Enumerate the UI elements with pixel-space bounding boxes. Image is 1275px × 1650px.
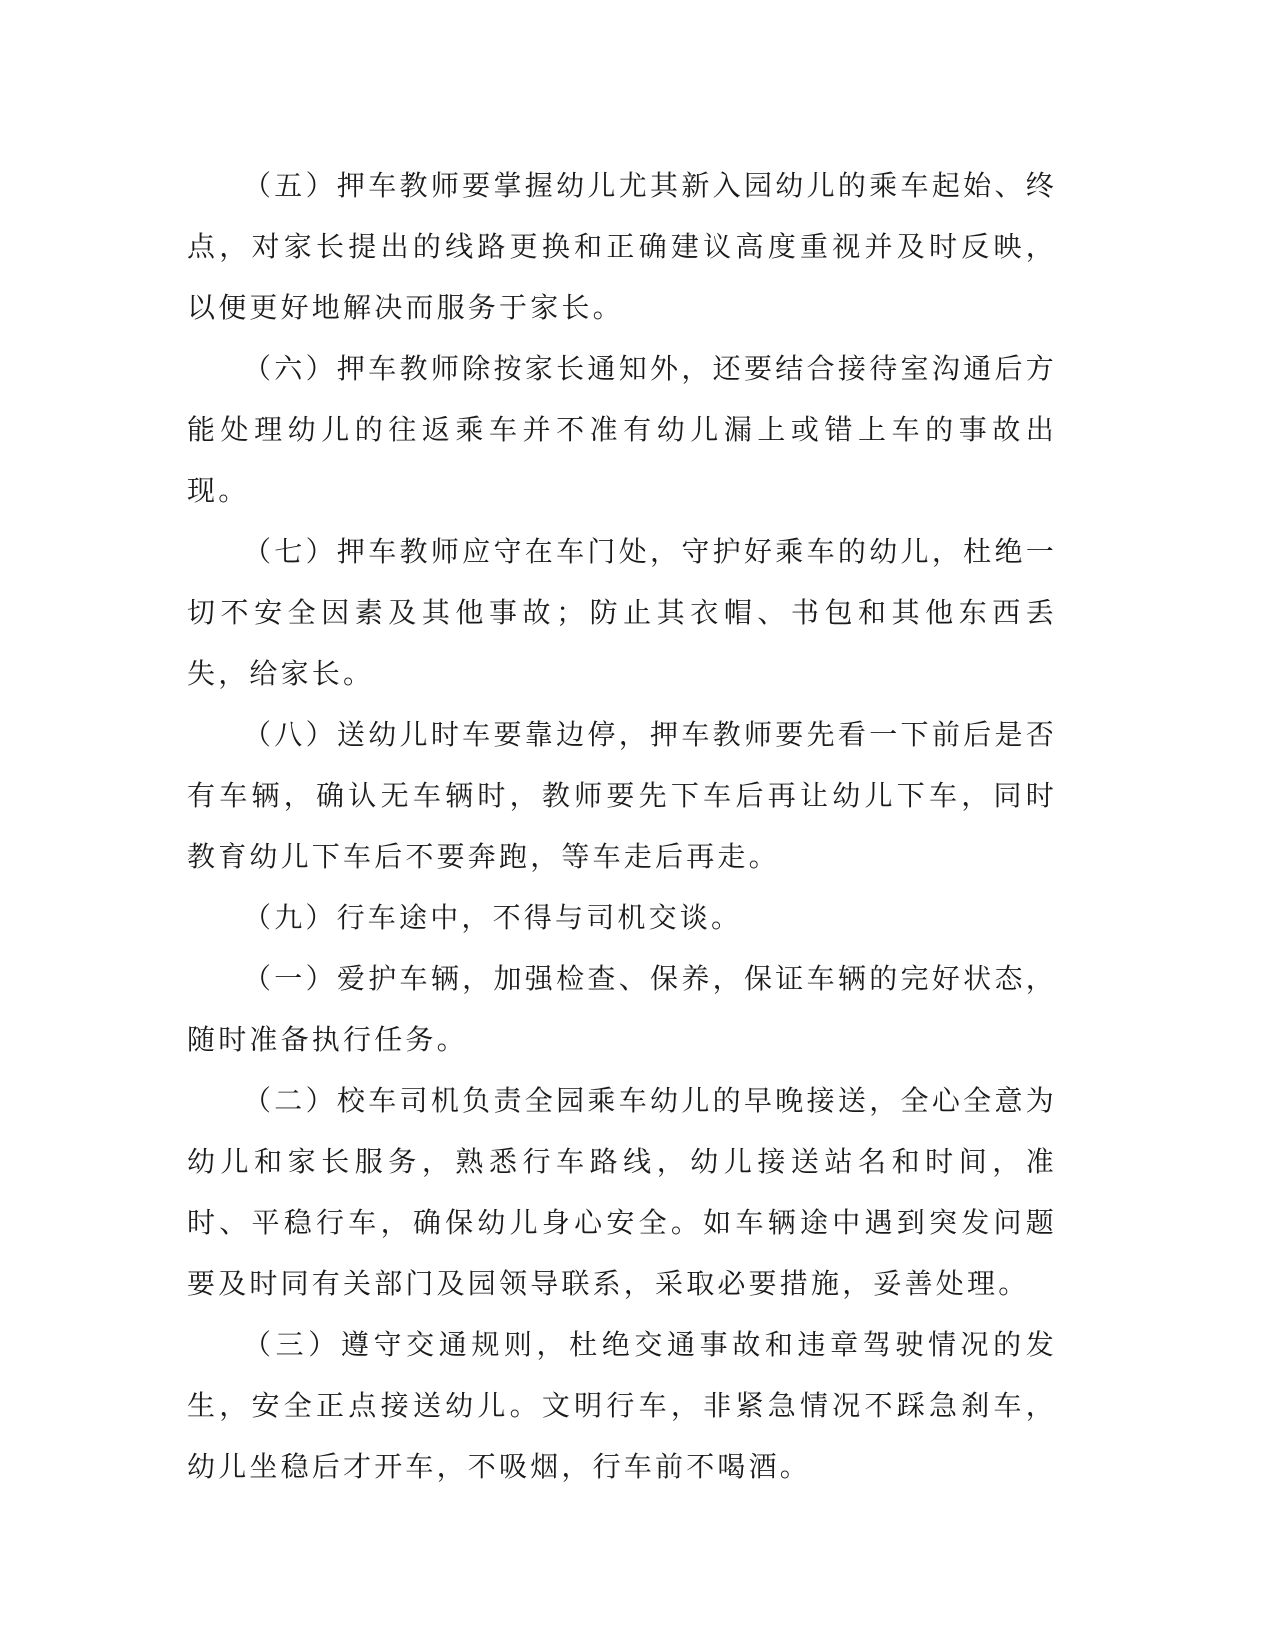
paragraph-5: （五）押车教师要掌握幼儿尤其新入园幼儿的乘车起始、终点，对家长提出的线路更换和正确建议高度重视并及时反映，以便更好地解决而服务于家长。 — [187, 169, 1057, 324]
paragraph-driver-3: （三）遵守交通规则，杜绝交通事故和违章驾驶情况的发生，安全正点接送幼儿。文明行车，非紧急情况不踩急刹车，幼儿坐稳后才开车，不吸烟，行车前不喝酒。 — [187, 1328, 1057, 1483]
paragraph-7: （七）押车教师应守在车门处，守护好乘车的幼儿，杜绝一切不安全因素及其他事故；防止其衣帽、书包和其他东西丢失，给家长。 — [187, 535, 1057, 690]
paragraph-8: （八）送幼儿时车要靠边停，押车教师要先看一下前后是否有车辆，确认无车辆时，教师要先下车后再让幼儿下车，同时教育幼儿下车后不要奔跑，等车走后再走。 — [187, 718, 1057, 873]
document-body — [187, 155, 1057, 1497]
paragraph-9: （九）行车途中，不得与司机交谈。 — [243, 901, 743, 934]
paragraph-driver-1: （一）爱护车辆，加强检查、保养，保证车辆的完好状态，随时准备执行任务。 — [187, 962, 1057, 1056]
paragraph-6: （六）押车教师除按家长通知外，还要结合接待室沟通后方能处理幼儿的往返乘车并不准有幼儿漏上或错上车的事故出现。 — [187, 352, 1057, 507]
paragraph-driver-2: （二）校车司机负责全园乘车幼儿的早晚接送，全心全意为幼儿和家长服务，熟悉行车路线，幼儿接送站名和时间，准时、平稳行车，确保幼儿身心安全。如车辆途中遇到突发问题要及时同有关部门及园领导联系，采取必要措施，妥善处理。 — [187, 1084, 1057, 1300]
